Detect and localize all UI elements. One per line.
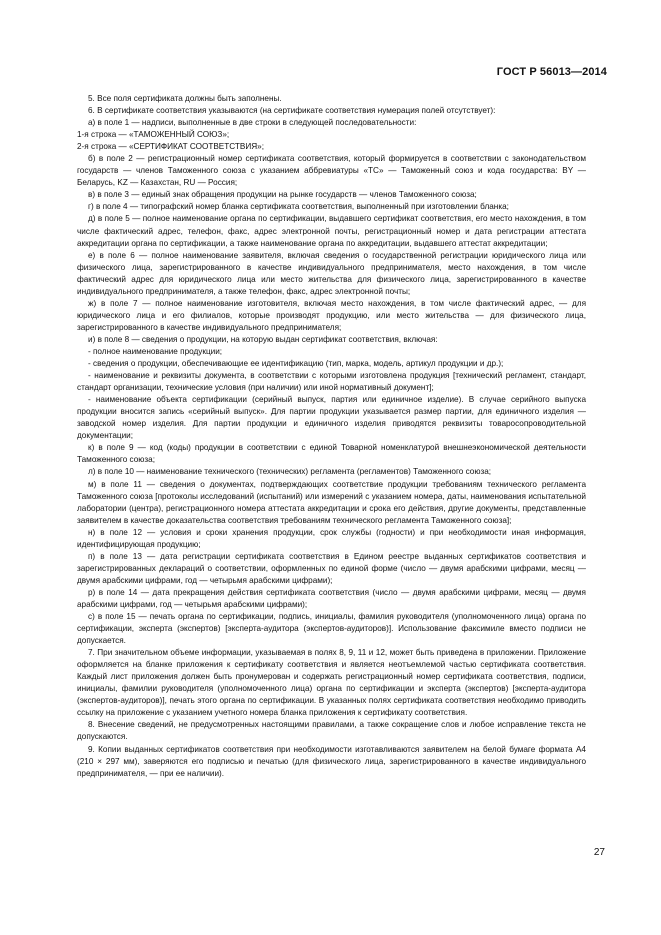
paragraph: а) в поле 1 — надписи, выполненные в две строки в следующей последовательности: — [88, 118, 417, 128]
paragraph: и) в поле 8 — сведения о продукции, на которую выдан сертификат соответствия, включая: — [88, 334, 438, 344]
paragraph: р) в поле 14 — дата прекращения действия сертификата соответствия (число — двумя арабскими цифрами, месяц — двумя арабскими цифрами, год — четырьмя арабскими цифрами); — [77, 587, 586, 609]
standard-id: ГОСТ Р 56013—2014 — [496, 66, 607, 78]
paragraph: 5. Все поля сертификата должны быть заполнены. — [88, 94, 282, 103]
paragraph: с) в поле 15 — печать органа по сертификации, подпись, инициалы, фамилия руководителя (уполномоченного лица) органа по сертификации, эксперта (экспертов) [эксперта-аудитора (экспертов-аудиторов)]. Использование факсимиле вместо подписи не допускается. — [77, 612, 586, 646]
paragraph: 6. В сертификате соответствия указываются (на сертификате соответствия нумерация полей отсутствует): — [88, 106, 496, 116]
paragraph: 2-я строка — «СЕРТИФИКАТ СООТВЕТСТВИЯ»; — [77, 142, 264, 152]
body-text — [77, 93, 586, 780]
paragraph: 8. Внесение сведений, не предусмотренных настоящими правилами, а также сокращение слов и любое исправление текста не допускаются. — [77, 720, 586, 742]
paragraph: н) в поле 12 — условия и сроки хранения продукции, срок службы (годности) и при необходимости иная информация, идентифицирующая продукцию; — [77, 527, 586, 549]
page-number: 27 — [593, 847, 605, 858]
paragraph: 1-я строка — «ТАМОЖЕННЫЙ СОЮЗ»; — [77, 130, 230, 140]
paragraph: - полное наименование продукции; — [88, 346, 223, 356]
paragraph: в) в поле 3 — единый знак обращения продукции на рынке государств — членов Таможенного союза; — [88, 190, 477, 200]
paragraph: - наименование и реквизиты документа, в соответствии с которыми изготовлена продукция [технический регламент, стандарт, стандарт организации, технические условия (при наличии) или иной нормативный документ]; — [77, 371, 586, 393]
paragraph: п) в поле 13 — дата регистрации сертификата соответствия в Едином реестре выданных сертификатов соответствия и зарегистрированных деклараций о соответствии, оформленных по единой форме (число — двумя арабскими цифрами, месяц — двумя арабскими цифрами, год — четырьмя арабскими цифрами); — [77, 551, 586, 585]
paragraph: е) в поле 6 — полное наименование заявителя, включая сведения о государственной регистрации юридического лица или физического лица, зарегистрированного в качестве индивидуального предпринимателя, место нахождения, в том числе фактический адрес для юридического лица или место жительства для физического лица, зарегистрированного в качестве индивидуального предпринимателя, а также телефон, факс, адрес электронной почты; — [77, 250, 586, 296]
paragraph: д) в поле 5 — полное наименование органа по сертификации, выдавшего сертификат соответствия, его место нахождения, в том числе фактический адрес, телефон, факс, адрес электронной почты, регистрационный номер и дата регистрации аттестата аккредитации органа по сертификации, а также наименование органа по аккредитации, выдавшего аттестат аккредитации; — [77, 214, 586, 248]
paragraph: 7. При значительном объеме информации, указываемая в полях 8, 9, 11 и 12, может быть приведена в приложении. Приложение оформляется на бланке приложения к сертификату соответствия и является неотъемлемой частью сертификата соответствия. Каждый лист приложения должен быть пронумерован и содержать регистрационный номер сертификата соответствия, подписи, инициалы, фамилии руководителя (уполномоченного лица) органа по сертификации и эксперта (экспертов) [эксперта-аудитора (экспертов-аудиторов)], печать этого органа по сертификации. В указанных полях сертификата соответствия необходимо приводить ссылку на приложение с указанием учетного номера бланка приложения к сертификату соответствия. — [77, 648, 586, 718]
paragraph: м) в поле 11 — сведения о документах, подтверждающих соответствие продукции требованиям технического регламента Таможенного союза [протоколы исследований (испытаний) или измерений с указанием номера, даты, наименования испытательной лаборатории (центра), регистрационного номера аттестата аккредитации и срока его действия, другие документы, представленные заявителем в качестве доказательства соответствия требованиям технического регламента Таможенного союза]; — [77, 479, 586, 525]
paragraph: б) в поле 2 — регистрационный номер сертификата соответствия, который формируется в соответствии с законодательством государств — членов Таможенного союза с указанием аббревиатуры «ТС» — Таможенный союз и кода государства: BY — Беларусь, KZ — Казахстан, RU — Россия; — [77, 154, 586, 188]
paragraph: к) в поле 9 — код (коды) продукции в соответствии с единой Товарной номенклатурой внешнеэкономической деятельности Таможенного союза; — [77, 443, 586, 465]
paragraph: ж) в поле 7 — полное наименование изготовителя, включая место нахождения, в том числе фактический адрес, — для юридического лица и его филиалов, которые производят продукцию, или место жительства — для физического лица, зарегистрированного в качестве индивидуального предпринимателя; — [77, 298, 586, 332]
paragraph: - сведения о продукции, обеспечивающие ее идентификацию (тип, марка, модель, артикул продукции и др.); — [88, 359, 504, 369]
paragraph: 9. Копии выданных сертификатов соответствия при необходимости изготавливаются заявителем на белой бумаге формата А4 (210 × 297 мм), заверяются его подписью и печатью (для физического лица, зарегистрированного в качестве индивидуального предпринимателя, — при ее наличии). — [77, 744, 586, 778]
paragraph: - наименование объекта сертификации (серийный выпуск, партия или единичное изделие). В случае серийного выпуска продукции вносится запись «серийный выпуск». Для партии продукции указывается размер партии, для единичного изделия — заводской номер изделия. Для партии продукции и единичного изделия приводятся реквизиты товаросопроводительной документации; — [77, 395, 586, 441]
paragraph: г) в поле 4 — типографский номер бланка сертификата соответствия, выполненный при изготовлении бланка; — [88, 202, 509, 212]
paragraph: л) в поле 10 — наименование технического (технических) регламента (регламентов) Таможенного союза; — [88, 467, 492, 477]
